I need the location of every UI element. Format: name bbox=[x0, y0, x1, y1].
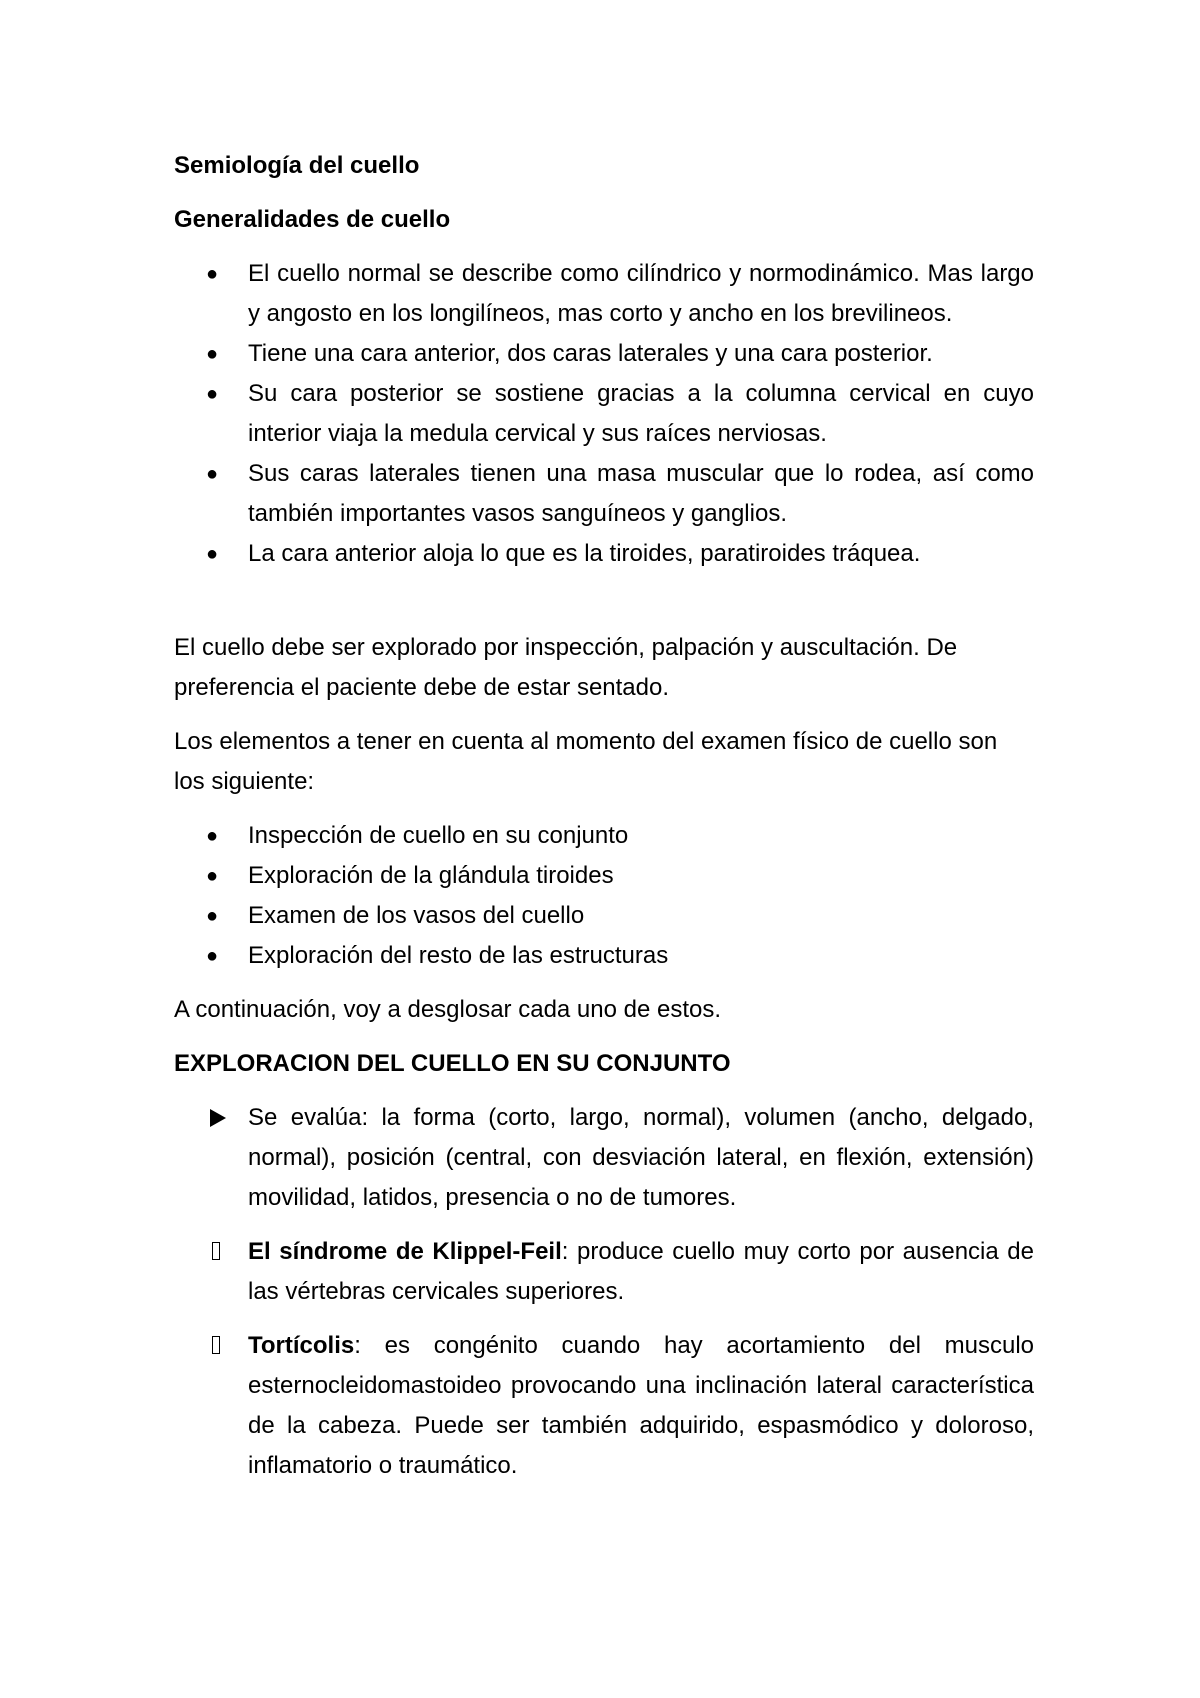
general-bullet-list bbox=[174, 254, 1034, 574]
list-item-text: Exploración del resto de las estructuras bbox=[248, 942, 669, 969]
list-item-text: Tiene una cara anterior, dos caras laterales y una cara posterior. bbox=[248, 340, 933, 367]
bullet-icon: ● bbox=[206, 905, 219, 927]
list-item-text: La cara anterior aloja lo que es la tiroides, paratiroides tráquea. bbox=[248, 540, 921, 567]
evaluation-item bbox=[174, 1098, 1034, 1218]
bullet-icon: ● bbox=[206, 263, 219, 285]
section-heading: EXPLORACION DEL CUELLO EN SU CONJUNTO bbox=[174, 1050, 731, 1077]
torticolis-text: : es congénito cuando hay acortamiento del musculo esternocleidomastoideo provocando una inclinación lateral característica de la cabeza. Puede ser también adquirido, espasmódico y doloroso, inflamatorio o traumático. bbox=[248, 1332, 1034, 1479]
list-item-text: Examen de los vasos del cuello bbox=[248, 902, 585, 929]
list-item-text: El cuello normal se describe como cilíndrico y normodinámico. Mas largo y angosto en los longilíneos, mas corto y ancho en los brevilineos. bbox=[248, 260, 1034, 327]
torticolis-item bbox=[174, 1326, 1034, 1486]
document-content bbox=[174, 146, 1034, 1500]
bullet-icon: ● bbox=[206, 865, 219, 887]
list-item bbox=[174, 454, 1034, 534]
paragraph-exploration: El cuello debe ser explorado por inspección, palpación y auscultación. De preferencia el paciente debe de estar sentado. bbox=[174, 634, 958, 701]
list-item-text: Sus caras laterales tienen una masa muscular que lo rodea, así como también importantes vasos sanguíneos y ganglios. bbox=[248, 460, 1034, 527]
list-item-text: Exploración de la glándula tiroides bbox=[248, 862, 614, 889]
list-item bbox=[174, 936, 1034, 976]
arrow-bullet-icon bbox=[210, 1109, 226, 1127]
list-item bbox=[174, 896, 1034, 936]
bullet-icon: ● bbox=[206, 343, 219, 365]
box-bullet-icon bbox=[212, 1336, 220, 1354]
exam-bullet-list bbox=[174, 816, 1034, 976]
bullet-icon: ● bbox=[206, 383, 219, 405]
klippel-term: El síndrome de Klippel-Feil bbox=[248, 1238, 562, 1265]
list-item bbox=[174, 816, 1034, 856]
paragraph-continuation: A continuación, voy a desglosar cada uno de estos. bbox=[174, 996, 722, 1023]
paragraph-elements: Los elementos a tener en cuenta al momento del examen físico de cuello son los siguiente: bbox=[174, 728, 998, 795]
bullet-icon: ● bbox=[206, 463, 219, 485]
list-item bbox=[174, 856, 1034, 896]
box-bullet-icon bbox=[212, 1242, 220, 1260]
list-item bbox=[174, 254, 1034, 334]
torticolis-term: Tortícolis bbox=[248, 1332, 355, 1359]
list-item bbox=[174, 334, 1034, 374]
klippel-text: : produce cuello muy corto por ausencia de las vértebras cervicales superiores. bbox=[248, 1238, 1034, 1305]
bullet-icon: ● bbox=[206, 825, 219, 847]
bullet-icon: ● bbox=[206, 945, 219, 967]
blank-line bbox=[174, 588, 1034, 628]
list-item-text: Su cara posterior se sostiene gracias a la columna cervical en cuyo interior viaja la medula cervical y sus raíces nerviosas. bbox=[248, 380, 1034, 447]
list-item bbox=[174, 374, 1034, 454]
document-title: Semiología del cuello bbox=[174, 152, 420, 179]
bullet-icon: ● bbox=[206, 543, 219, 565]
section-subtitle: Generalidades de cuello bbox=[174, 206, 451, 233]
list-item bbox=[174, 534, 1034, 574]
klippel-item bbox=[174, 1232, 1034, 1312]
evaluation-text: Se evalúa: la forma (corto, largo, normal), volumen (ancho, delgado, normal), posición (central, con desviación lateral, en flexión, extensión) movilidad, latidos, presencia o no de tumores. bbox=[248, 1104, 1034, 1211]
list-item-text: Inspección de cuello en su conjunto bbox=[248, 822, 629, 849]
